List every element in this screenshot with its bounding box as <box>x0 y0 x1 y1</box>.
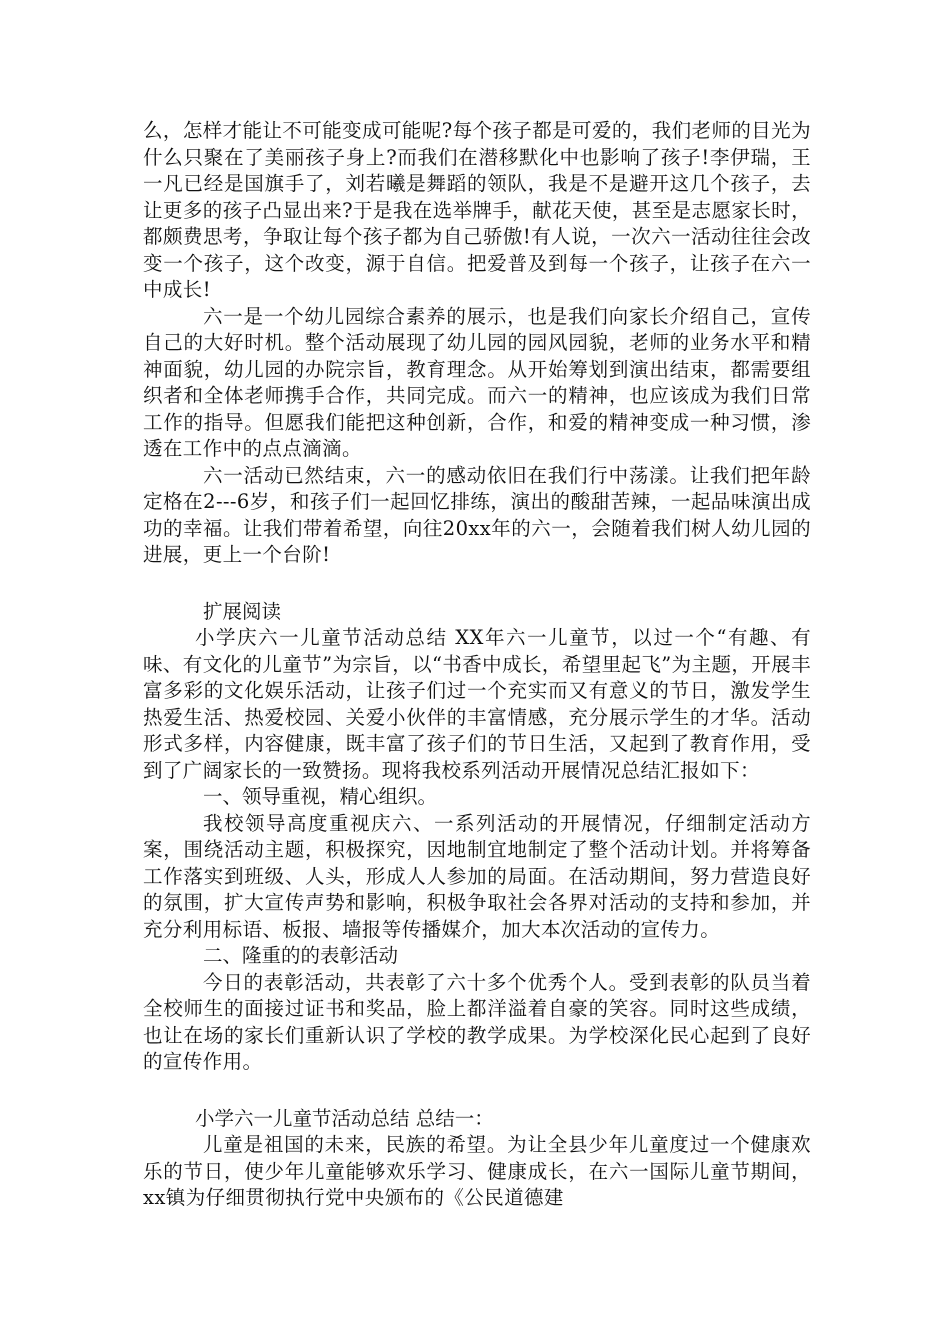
section-heading-3: 小学六一儿童节活动总结 总结一： <box>195 1106 494 1130</box>
paragraph-2: 六一是一个幼儿园综合素养的展示，也是我们向家长介绍自己，宣传自己的大好时机。整个活动展现了幼儿园的园风园貌，老师的业务水平和精神面貌，幼儿园的办院宗旨，教育理念。从开始筹划到演出结束，都需要组织者和全体老师携手合作，共同完成。而六一的精神，也应该成为我们日常工作的指导。但愿我们能把这种创新，合作，和爱的精神变成一种习惯，渗透在工作中的点点滴滴。 <box>143 304 811 460</box>
paragraph-4: 小学庆六一儿童节活动总结 XX年六一儿童节，以过一个“有趣、有味、有文化的儿童节”为宗旨，以“书香中成长，希望里起飞”为主题，开展丰富多彩的文化娱乐活动，让孩子们过一个充实而又有意义的节日，激发学生热爱生活、热爱校园、关爱小伙伴的丰富情感，充分展示学生的才华。活动形式多样，内容健康，既丰富了孩子们的节日生活，又起到了教育作用，受到了广阔家长的一致赞扬。现将我校系列活动开展情况总结汇报如下： <box>143 626 811 782</box>
paragraph-3: 六一活动已然结束，六一的感动依旧在我们行中荡漾。让我们把年龄定格在2---6岁，和孩子们一起回忆排练，演出的酸甜苦辣，一起品味演出成功的幸福。让我们带着希望，向往20xx年的六一，会随着我们树人幼儿园的进展，更上一个台阶! <box>143 463 811 566</box>
section-spacer-2 <box>143 1076 811 1106</box>
paragraph-6: 今日的表彰活动，共表彰了六十多个优秀个人。受到表彰的队员当着全校师生的面接过证书和奖品，脸上都洋溢着自豪的笑容。同时这些成绩，也让在场的家长们重新认识了学校的教学成果。为学校深化民心起到了良好的宣传作用。 <box>143 970 811 1073</box>
paragraph-1: 么，怎样才能让不可能变成可能呢?每个孩子都是可爱的，我们老师的目光为什么只聚在了美丽孩子身上?而我们在潜移默化中也影响了孩子!李伊瑞，王一凡已经是国旗手了，刘若曦是舞蹈的领队，我是不是避开这几个孩子，去让更多的孩子凸显出来?于是我在选举牌手，献花天使，甚至是志愿家长时，都颇费思考，争取让每个孩子都为自己骄傲!有人说，一次六一活动往往会改变一个孩子，这个改变，源于自信。把爱普及到每一个孩子，让孩子在六一中成长! <box>143 119 811 301</box>
paragraph-7: 儿童是祖国的未来，民族的希望。为让全县少年儿童度过一个健康欢乐的节日，使少年儿童能够欢乐学习、健康成长，在六一国际儿童节期间，xx镇为仔细贯彻执行党中央颁布的《公民道德建 <box>143 1133 811 1209</box>
paragraph-5: 我校领导高度重视庆六、一系列活动的开展情况，仔细制定活动方案，围绕活动主题，积极探究，因地制宜地制定了整个活动计划。并将筹备工作落实到班级、人头，形成人人参加的局面。在活动期间，努力营造良好的氛围，扩大宣传声势和影响，积极争取社会各界对活动的支持和参加，并充分利用标语、板报、墙报等传播媒介，加大本次活动的宣传力。 <box>143 811 811 941</box>
section-spacer <box>143 569 811 599</box>
section-heading-2: 二、隆重的的表彰活动 <box>203 944 399 967</box>
extended-reading-title: 扩展阅读 <box>203 599 282 623</box>
section-heading-1: 一、领导重视，精心组织。 <box>203 785 438 808</box>
document-page <box>143 118 811 1212</box>
